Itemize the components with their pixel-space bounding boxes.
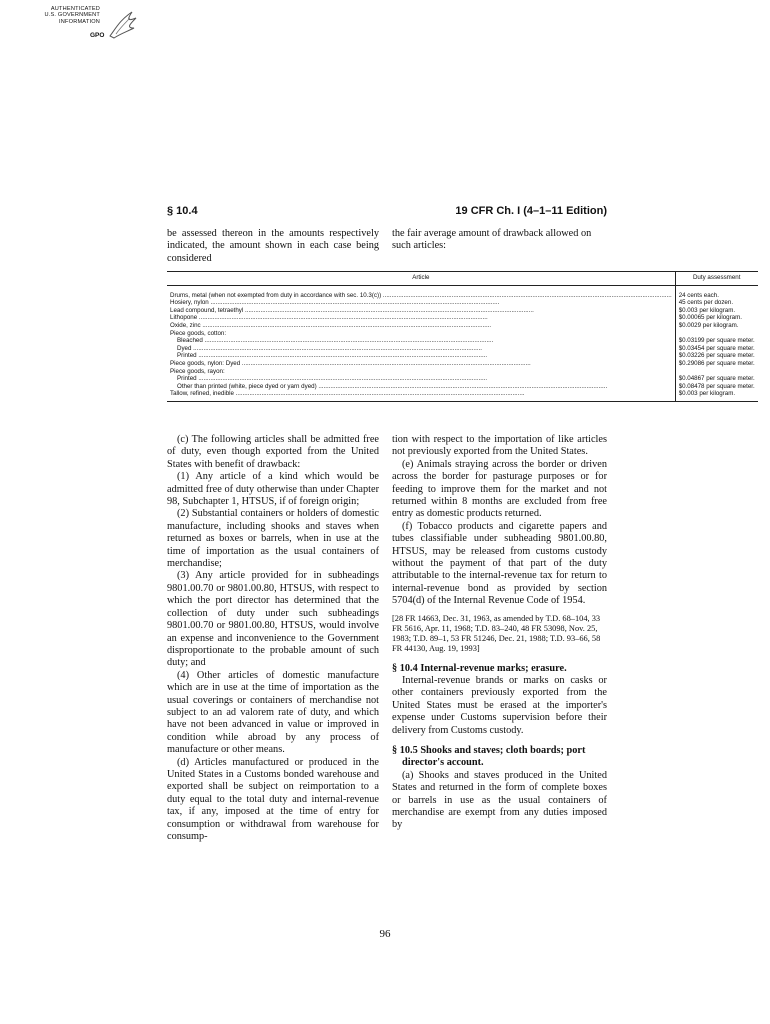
running-header xyxy=(167,205,607,219)
column-header-duty: Duty assessment xyxy=(675,272,758,286)
duty-cell: $0.00065 per kilogram. xyxy=(678,314,742,322)
duty-cell: $0.29086 per square meter. xyxy=(678,359,755,367)
eagle-icon xyxy=(106,8,140,42)
article-cell: Printed ..... xyxy=(167,375,675,383)
duty-cell: $0.03226 per square meter. xyxy=(678,352,755,360)
duty-cell: 45 cents per dozen. xyxy=(678,299,734,307)
duty-cell xyxy=(675,368,758,376)
paragraph-c1: (1) Any article of a kind which would be admitted free of duty otherwise than under Chapter 98, Subchapter 1, HTSUS, if of foreign origin; xyxy=(167,471,379,508)
article-cell: Piece goods, rayon: xyxy=(167,368,675,376)
section-number: § 10.4 xyxy=(167,205,198,217)
amendment-citation: [28 FR 14663, Dec. 31, 1963, as amended by T.D. 68–104, 33 FR 5616, Apr. 11, 1968; T.D. 83–240, 48 FR 53098, Nov. 25, 1983; T.D. 89–1, 53 FR 51246, Dec. 21, 1988; T.D. 93–66, 58 FR 44130, Aug. 19, 1993] xyxy=(392,613,601,654)
logo-text: AUTHENTICATED U.S. GOVERNMENT INFORMATION xyxy=(44,6,100,25)
duty-cell: $0.03454 per square meter. xyxy=(678,344,755,352)
article-cell: Dyed ..... xyxy=(167,345,675,353)
table-header-row xyxy=(167,272,758,286)
cfr-title: 19 CFR Ch. I (4–1–11 Edition) xyxy=(455,205,607,217)
duty-cell xyxy=(675,330,758,338)
section-10-4-text: Internal-revenue brands or marks on casks or other containers previously exported from the United States must be erased at the importer's expense under Customs supervision before their delivery from Customs custody. xyxy=(392,674,607,736)
duty-cell: $0.03199 per square meter. xyxy=(678,337,755,345)
article-cell: Oxide, zinc ..... xyxy=(167,322,675,330)
table-row xyxy=(167,375,758,383)
article-cell: Hosiery, nylon ..... xyxy=(167,299,675,307)
paragraph-d-continued: tion with respect to the importation of like articles not previously exported from the United States. xyxy=(392,434,607,458)
table-row xyxy=(167,352,758,360)
table-row xyxy=(167,368,758,376)
paragraph-c: (c) The following articles shall be admitted free of duty, even though exported from the United States with benefit of drawback: xyxy=(167,434,379,470)
duty-cell: 24 cents each. xyxy=(678,291,719,299)
logo-mark: GPO xyxy=(90,32,105,39)
article-cell: Bleached ..... xyxy=(167,337,675,345)
paragraph-d: (d) Articles manufactured or produced in the United States in a Customs bonded warehouse and exported shall be subject on reimportation to a duty equal to the total duty and internal-revenue tax, if any, imposed at the time of entry for consumption or withdrawal from warehouse for consump- xyxy=(167,756,379,842)
column-header-article: Article xyxy=(167,272,675,286)
intro-right: the fair average amount of drawback allowed on such articles: xyxy=(392,228,592,252)
section-10-4-heading: § 10.4 Internal-revenue marks; erasure. xyxy=(392,662,567,674)
article-cell: Lead compound, tetraethyl ..... xyxy=(167,307,675,315)
table-row xyxy=(167,314,758,322)
duty-cell: $0.003 per kilogram. xyxy=(675,390,758,401)
paragraph-c3: (3) Any article provided for in subheadings 9801.00.70 or 9801.00.80, HTSUS, with respect to which the port director has determined that the collection of duty under such subheadings 9801.00.70 or 9801.00.80, HTSUS, would involve an expense and inconvenience to the Government disproportionate to the probable amount of such duty; and xyxy=(167,570,379,669)
paragraph-c2: (2) Substantial containers or holders of domestic manufacture, including shooks and staves when returned as boxes or barrels, when in use at the time of importation as the usual containers of merchandise; xyxy=(167,508,379,570)
article-cell: Other than printed (white, piece dyed or yarn dyed) ..... xyxy=(167,383,675,391)
table-row xyxy=(167,345,758,353)
table-row xyxy=(167,337,758,345)
table-row xyxy=(167,322,758,330)
table-row xyxy=(167,307,758,315)
table-row xyxy=(167,383,758,391)
duty-assessment-table xyxy=(167,271,758,402)
table-row xyxy=(167,360,758,368)
article-cell: Printed ..... xyxy=(167,352,675,360)
duty-cell: $0.0029 per kilogram. xyxy=(678,321,739,329)
article-cell: Lithopone ..... xyxy=(167,314,675,322)
right-column xyxy=(392,434,607,832)
section-10-5-heading: § 10.5 Shooks and staves; cloth boards; port director's account. xyxy=(392,744,586,769)
table-row xyxy=(167,285,758,299)
table-row xyxy=(167,330,758,338)
article-cell: Drums, metal (when not exempted from duty in accordance with sec. 10.3(c)) ..... xyxy=(167,285,675,299)
paragraph-c4: (4) Other articles of domestic manufacture which are in use at the time of importation as the usual coverings or containers of merchandise not subject to an ad valorem rate of duty, and which have not been advanced in value or improved in condition while abroad by any process of manufacture or other means. xyxy=(167,669,379,756)
gpo-authentication-logo xyxy=(28,6,148,50)
article-cell: Tallow, refined, inedible ..... xyxy=(167,390,675,401)
paragraph-f: (f) Tobacco products and cigarette papers and tubes classifiable under subheading 9801.00.80, HTSUS, may be released from customs custody without the payment of that part of the duty attributable to the internal-revenue tax for return to internal-revenue bond as provided by section 5704(d) of the Internal Revenue Code of 1954. xyxy=(392,520,607,607)
duty-cell: $0.08478 per square meter. xyxy=(678,382,755,390)
article-cell: Piece goods, cotton: xyxy=(167,330,675,338)
paragraph-e: (e) Animals straying across the border or driven across the border for pasturage purposes or for feeding to improve them for the market and not returned within 8 months are excluded from free entry as domestic products returned. xyxy=(392,458,607,520)
table-row xyxy=(167,299,758,307)
table-row xyxy=(167,390,758,401)
article-cell: Piece goods, nylon: Dyed ..... xyxy=(167,360,675,368)
left-column xyxy=(167,434,379,843)
section-10-5-text: (a) Shooks and staves produced in the United States and returned in the form of complete boxes or barrels in use as the usual containers of merchandise are exempt from any duties imposed by xyxy=(392,769,607,831)
intro-left: be assessed thereon in the amounts respectively indicated, the amount shown in each case being considered xyxy=(167,228,379,264)
duty-cell: $0.04867 per square meter. xyxy=(678,375,755,383)
page-number: 96 xyxy=(379,928,391,940)
duty-cell: $0.003 per kilogram. xyxy=(678,306,736,314)
